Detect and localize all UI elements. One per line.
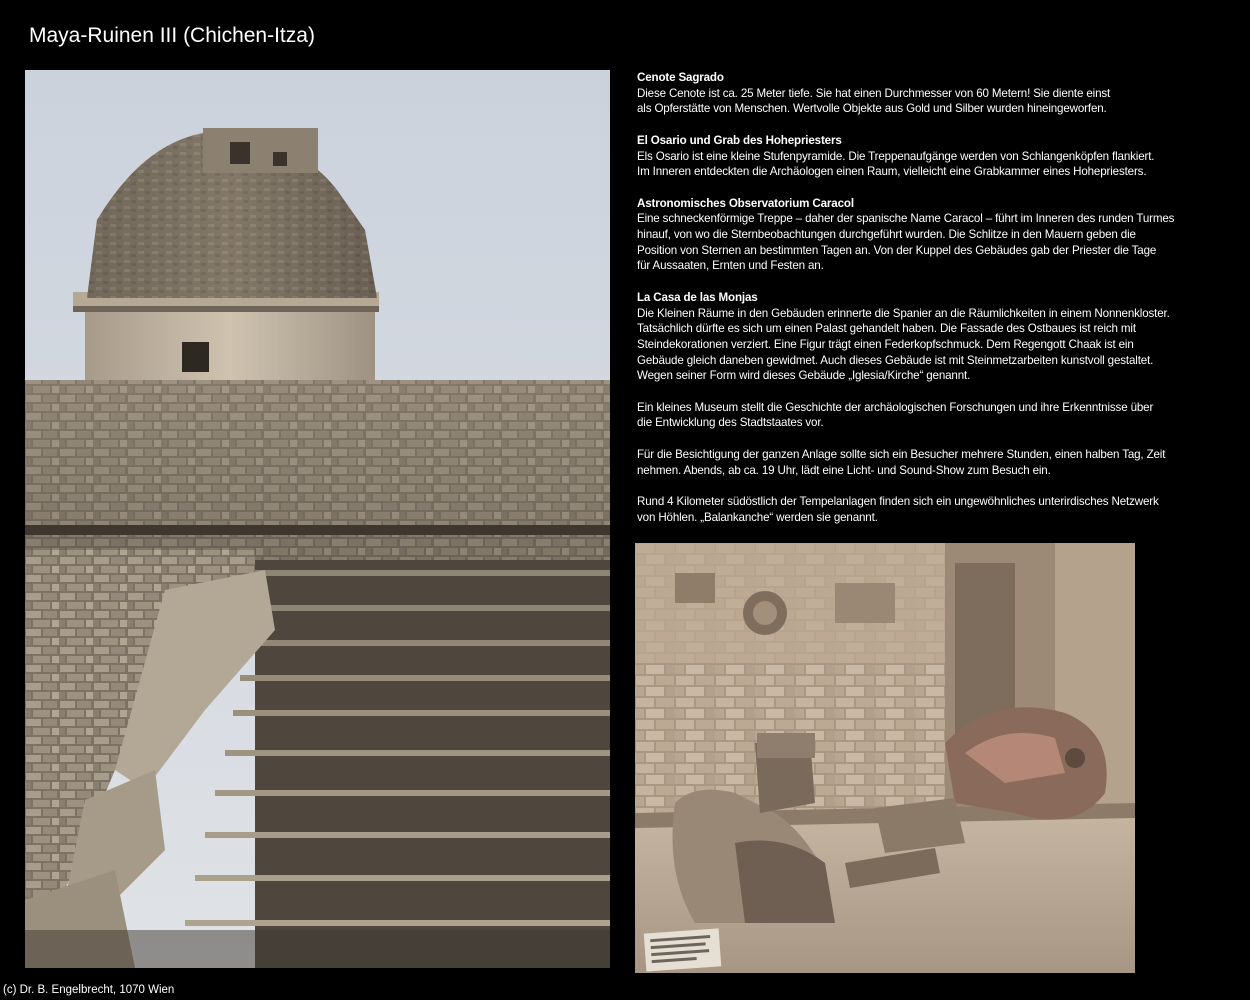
chac-mool-sculpture-photo [635,543,1135,973]
page-title: Maya-Ruinen III (Chichen-Itza) [29,24,315,47]
section-line: Wegen seiner Form wird dieses Gebäude „Iglesia/Kirche“ genannt. [637,369,971,383]
section-observatorium-caracol [637,196,1227,275]
description-text [637,70,1227,541]
copyright-footer: (c) Dr. B. Engelbrecht, 1070 Wien [3,984,175,996]
sculpture-sign [644,928,721,971]
section-balankanche [637,494,1227,525]
section-line: Gebäude gleich daneben gewidmet. Auch dieses Gebäude ist mit Steinmetzarbeiten kunstvoll gestaltet. [637,353,1154,367]
section-line: nehmen. Abends, ab ca. 19 Uhr, lädt eine Licht- und Sound-Show zum Besuch ein. [637,463,1051,477]
section-el-osario [637,133,1227,180]
section-line: Diese Cenote ist ca. 25 Meter tiefe. Sie hat einen Durchmesser von 60 Metern! Sie diente einst [637,86,1111,100]
section-line: Für die Besichtigung der ganzen Anlage sollte sich ein Besucher mehrere Stunden, einen halben Tag, Zeit [637,447,1166,461]
section-line: Die Kleinen Räume in den Gebäuden erinnerte die Spanier an die Räumlichkeiten in einem Nonnenkloster. [637,306,1170,320]
section-line: Els Osario ist eine kleine Stufenpyramide. Die Treppenaufgänge werden von Schlangenköpfen flankiert. [637,149,1155,163]
section-line: von Höhlen. „Balankanche“ werden sie genannt. [637,510,878,524]
section-line: Ein kleines Museum stellt die Geschichte der archäologischen Forschungen und ihre Erkenntnisse über [637,400,1154,414]
section-heading: La Casa de las Monjas [637,290,758,304]
observatory-photo-drawing [25,70,610,968]
section-line: Steindekorationen verziert. Eine Figur trägt einen Federkopfschmuck. Dem Regengott Chaak ist ein [637,337,1134,351]
section-heading: Cenote Sagrado [637,71,724,84]
observatory-caracol-photo [25,70,610,968]
section-line: Im Inneren entdeckten die Archäologen einen Raum, vielleicht eine Grabkammer eines Hohepriesters. [637,165,1147,179]
section-line: hinauf, von wo die Sternbeobachtungen durchgeführt wurden. Die Schlitze in den Mauern geben die [637,228,1136,241]
section-line: Tatsächlich dürfte es sich um einen Palast gehandelt haben. Die Fassade des Ostbaues ist reich mit [637,322,1136,336]
section-line: Eine schneckenförmige Treppe – daher der spanische Name Caracol – führt im Inneren des runden Turmes [637,212,1175,226]
section-casa-de-las-monjas [637,290,1227,384]
section-line: Rund 4 Kilometer südöstlich der Tempelanlagen finden sich ein ungewöhnliches unterirdisches Netzwerk [637,494,1159,508]
sculpture-photo-drawing [635,543,1135,973]
section-cenote-sagrado [637,70,1227,117]
section-line: die Entwicklung des Stadtstaates vor. [637,416,824,430]
section-museum [637,400,1227,431]
section-line: als Opferstätte von Menschen. Wertvolle Objekte aus Gold und Silber wurden hineingeworfen. [637,102,1107,116]
section-line: für Aussaaten, Ernten und Festen an. [637,259,824,273]
section-heading: El Osario und Grab des Hohepriesters [637,133,842,147]
section-besichtigung [637,447,1227,478]
section-line: Position von Sternen an bestimmten Tagen an. Von der Kuppel des Gebäudes gab der Priester die Tage [637,243,1157,257]
section-heading: Astronomisches Observatorium Caracol [637,196,854,210]
